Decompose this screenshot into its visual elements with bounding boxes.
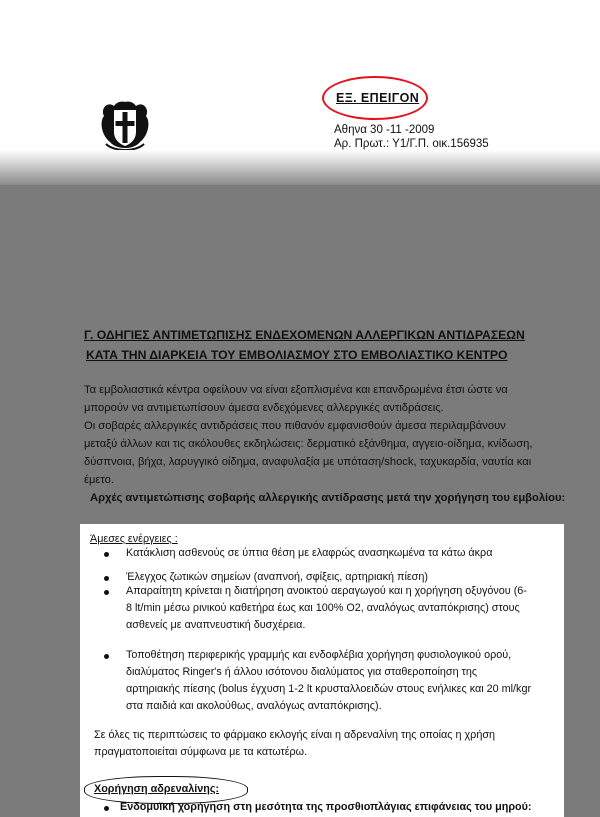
paragraph2-line4: έμετο. <box>84 474 115 486</box>
section-title-line1: Γ. ΟΔΗΓΙΕΣ ΑΝΤΙΜΕΤΩΠΙΣΗΣ ΕΝΔΕΧΟΜΕΝΩΝ ΑΛΛΕΡΓΙΚΩΝ ΑΝΤΙΔΡΑΣΕΩΝ <box>84 328 525 342</box>
action-item-3-line3: ασθενείς με αναπνευστική δυσχέρεια. <box>126 619 306 631</box>
urgent-stamp: ΕΞ. ΕΠΕΙΓΟΝ <box>336 91 420 105</box>
shadow-fade <box>0 150 600 190</box>
paragraph2-line1: Οι σοβαρές αλλεργικές αντιδράσεις που πιθανόν εμφανισθούν άμεσα περιλαμβάνουν <box>84 420 506 432</box>
action-item-3-line2: 8 lt/min μέσω ρινικού καθετήρα έως και 100% Ο2, αναλόγως ανταπόκρισης) στους <box>126 602 520 614</box>
document-date: Αθηνα 30 -11 -2009 <box>334 124 435 136</box>
paragraph2-line2: μεταξύ άλλων και τις ακόλουθες εκδηλώσεις: δερματικό εξάνθημα, αγγειο-οίδημα, κνίδωση, <box>84 438 533 450</box>
action-item-3-line1: Απαραίτητη κρίνεται η διατήρηση ανοικτού αεραγωγού και η χορήγηση οξυγόνου (6- <box>126 585 527 597</box>
action-item-2: Έλεγχος ζωτικών σημείων (αναπνοή, σφίξεις, αρτηριακή πίεση) <box>126 571 428 583</box>
action-item-1: Κατάκλιση ασθενούς σε ύπτια θέση με ελαφρώς ανασηκωμένα τα κάτω άκρα <box>126 547 493 559</box>
bullet-icon <box>104 806 109 811</box>
immediate-actions-heading: Άμεσες ενέργειες : <box>90 533 178 545</box>
paragraph1-line1: Τα εμβολιαστικά κέντρα οφείλουν να είναι εξοπλισμένα και επανδρωμένα έτσι ώστε να <box>84 384 508 396</box>
action-item-4-line2: διαλύματος Ringer's ή άλλου ισότονου διαλύματος για σταθεροποίηση της <box>126 666 478 678</box>
protocol-number: Αρ. Πρωτ.: Υ1/Γ.Π. οικ.156935 <box>334 138 489 150</box>
bullet-icon <box>104 576 109 581</box>
paragraph3: Αρχές αντιμετώπισης σοβαρής αλλεργικής αντίδρασης μετά την χορήγηση του εμβολίου: <box>90 492 566 504</box>
bullet-icon <box>104 654 109 659</box>
bullet-icon <box>104 590 109 595</box>
section-title-line2: ΚΑΤΑ ΤΗΝ ΔΙΑΡΚΕΙΑ ΤΟΥ ΕΜΒΟΛΙΑΣΜΟΥ ΣΤΟ ΕΜΒΟΛΙΑΣΤΙΚΟ ΚΕΝΤΡΟ <box>86 348 508 362</box>
adrenaline-note-line2: πραγματοποιείται σύμφωνα με τα κατωτέρω. <box>94 746 308 758</box>
adrenaline-note-line1: Σε όλες τις περιπτώσεις το φάρμακο εκλογής είναι η αδρεναλίνη της οποίας η χρήση <box>94 729 495 741</box>
adrenaline-heading: Χορήγηση αδρεναλίνης: <box>94 783 220 795</box>
adrenaline-item-1: Ενδομυϊκή χορήγηση στη μεσότητα της προσθιοπλάγιας επιφάνειας του μηρού: <box>120 801 532 813</box>
action-item-4-line3: αρτηριακής πίεσης (bolus έγχυση 1-2 lt κρυσταλλοειδών στους ενήλικες και 20 ml/kgr <box>126 683 532 695</box>
bullet-icon <box>104 552 109 557</box>
action-item-4-line1: Τοποθέτηση περιφερικής γραμμής και ενδοφλέβια χορήγηση φυσιολογικού ορού, <box>126 649 512 661</box>
paragraph1-line2: μπορούν να αντιμετωπίσουν άμεσα ενδεχόμενες αλλεργικές αντιδράσεις. <box>84 402 444 414</box>
letterhead-area <box>0 0 600 175</box>
coat-of-arms-icon <box>96 98 154 156</box>
action-item-4-line4: στα παιδιά και ακολούθως, αναλόγως ανταπόκρισης). <box>126 700 382 712</box>
paragraph2-line3: δύσπνοια, βήχα, λαρυγγικό οίδημα, αναφυλαξία με υπόταση/shock, ταχυκαρδία, ναυτία και <box>84 456 532 468</box>
